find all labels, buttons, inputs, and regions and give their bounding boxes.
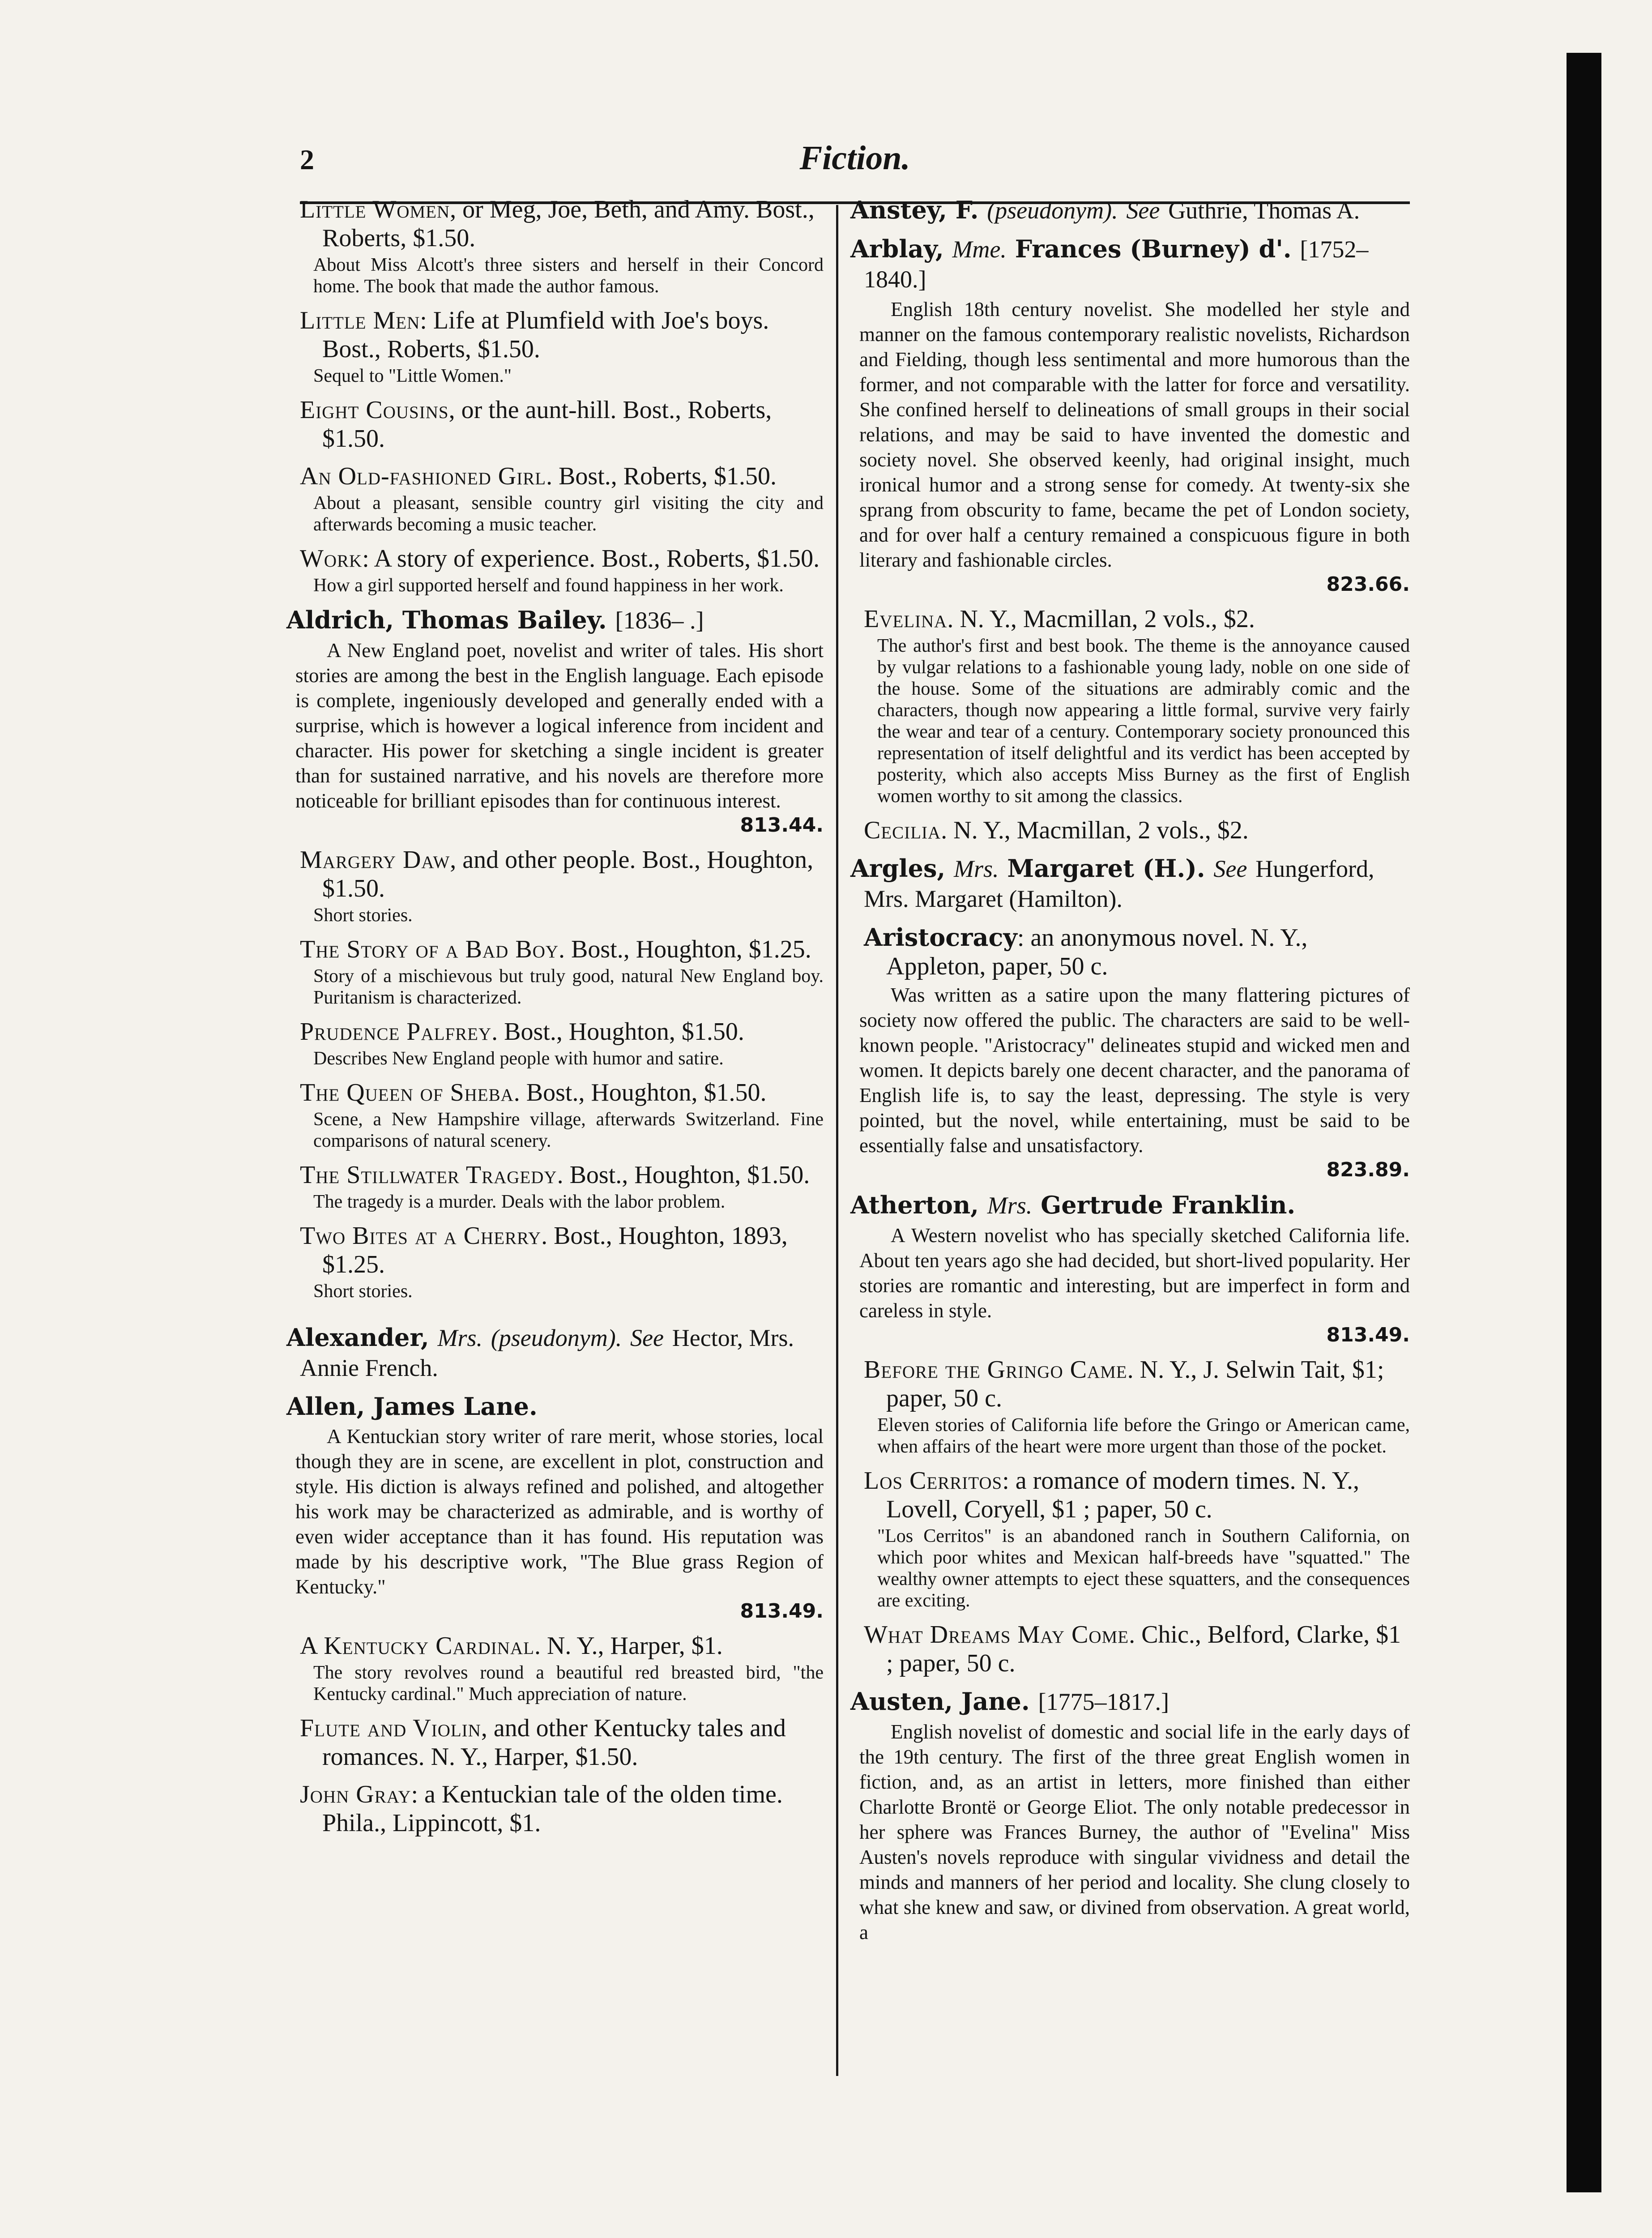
text-run: Work bbox=[300, 545, 363, 572]
text-run: : an anonymous novel. N. Y., Appleton, paper, 50 c. bbox=[886, 924, 1308, 980]
book-title bbox=[286, 544, 824, 573]
book-title bbox=[850, 1620, 1410, 1678]
text-run: , and other people. Bost., Houghton, $1.50. bbox=[322, 846, 814, 902]
text-run: A Kentucky Cardinal bbox=[300, 1632, 534, 1660]
annotation: "Los Cerritos" is an abandoned ranch in Southern California, on which poor whites and Mexican half-breeds have "squatted." The wealthy owner attempts to eject these squatters, and the consequences are exciting. bbox=[877, 1526, 1410, 1611]
author-heading bbox=[850, 1687, 1410, 1717]
author-entry-aldrich bbox=[286, 605, 824, 837]
annotation: How a girl supported herself and found happiness in her work. bbox=[313, 575, 784, 596]
annotation: Was written as a satire upon the many flattering pictures of society now offered the public. The characters are said to be well-known people. "Aristocracy" delineates stupid and wicked men and women. It depicts barely one decent character, and the panorama of English life is, to say the least, depressing. The style is very pointed, but the novel, while entertaining, must be said to be essentially false and unsatisfactory. bbox=[859, 984, 1410, 1157]
text-run: Atherton, bbox=[850, 1191, 979, 1219]
right-column bbox=[850, 184, 1410, 1954]
author-bio: English 18th century novelist. She modelled her style and manner on the famous contemporary realistic novelists, Richardson and Fielding, though less sentimental and more humorous than the former, and not comparable with the latter for force and versatility. She confined herself to delineations of small groups in their social relations, and may be said to have invented the domestic and society novel. She observed keenly, had original insight, much ironical humor and a strong sense for comedy. At twenty-six she sprang from obscurity to fame, became the pet of London society, and for over half a century remained a conspicuous figure in both literary and fashionable circles. bbox=[859, 298, 1410, 571]
title-entry bbox=[850, 1466, 1410, 1611]
text-run: . Bost., Houghton, $1.50. bbox=[491, 1018, 744, 1046]
book-title bbox=[286, 1161, 824, 1189]
text-run: Alexander, bbox=[286, 1323, 429, 1352]
book-title bbox=[286, 1222, 824, 1279]
text-run: Mrs. bbox=[987, 1192, 1033, 1219]
text-run: Gertrude Franklin. bbox=[1041, 1191, 1296, 1219]
author-entry-atherton bbox=[850, 1190, 1410, 1346]
book-title bbox=[286, 1714, 824, 1771]
column-divider bbox=[836, 205, 838, 2076]
text-run: The Story of a Bad Boy bbox=[300, 935, 559, 963]
annotation: The author's first and best book. The theme is the annoyance caused by vulgar relations to a fashionable young lady, noble on one side of the house. Some of the situations are admirably comic and the characters, though now appearing a little formal, survive very fairly the wear and tear of a century. Contemporary society pronounced this representation of itself delightful and its verdict has been accepted by posterity, which also accepts Miss Burney as the first of English women worthy to sit among the classics. bbox=[877, 636, 1410, 807]
title-entry bbox=[850, 1620, 1410, 1678]
running-head: Fiction. bbox=[799, 139, 910, 177]
book-title bbox=[286, 306, 824, 363]
title-entry bbox=[286, 1017, 824, 1069]
author-bio: A Kentuckian story writer of rare merit, whose stories, local though they are in scene, are excellent in plot, construction and style. His diction is always refined and polished, and altogether his work may be characterized as admirable, and is worthy of even wider acceptance than it has found. His reputation was made by his descriptive work, "The Blue grass Region of Kentucky." bbox=[295, 1425, 824, 1598]
author-entry-arblay bbox=[850, 234, 1410, 596]
text-run: The Queen of Sheba bbox=[300, 1079, 514, 1106]
book-title bbox=[286, 1078, 824, 1107]
annotation: Sequel to "Little Women." bbox=[313, 366, 512, 386]
author-bio: A New England poet, novelist and writer of tales. His short stories are among the best in the English language. Each episode is complete, ingeniously developed and generally ended with a surprise, which is however a logical inference from incident and character. His power for sketching a single incident is greater than for sustained narrative, and his novels are therefore more noticeable for brilliant episodes than for continuous interest. bbox=[295, 639, 824, 812]
text-run: Guthrie, Thomas A. bbox=[1168, 197, 1360, 224]
annotation: The story revolves round a beautiful red breasted bird, "the Kentucky cardinal." Much appreciation of nature. bbox=[313, 1662, 824, 1704]
text-run: . N. Y., Harper, $1. bbox=[534, 1632, 723, 1660]
title-entry bbox=[286, 935, 824, 1008]
text-run: Flute and Violin bbox=[300, 1714, 481, 1742]
title-entry-aristocracy bbox=[850, 923, 1410, 1181]
text-run: Aldrich, Thomas Bailey. bbox=[286, 606, 607, 634]
annotation: Describes New England people with humor and satire. bbox=[313, 1048, 724, 1069]
text-run: Allen, James Lane. bbox=[286, 1392, 538, 1421]
title-entry bbox=[286, 1714, 824, 1771]
text-run: : a romance of modern times. N. Y., Lovell, Coryell, $1 ; paper, 50 c. bbox=[886, 1467, 1360, 1523]
title-entry bbox=[286, 306, 824, 387]
text-run: . N. Y., Macmillan, 2 vols., $2. bbox=[941, 816, 1249, 844]
book-title bbox=[850, 923, 1410, 981]
book-title bbox=[850, 1466, 1410, 1524]
text-run: Little Men bbox=[300, 307, 420, 334]
annotation: Short stories. bbox=[313, 905, 413, 926]
text-run: Eight Cousins bbox=[300, 396, 449, 424]
text-run: Before the Gringo Came bbox=[864, 1356, 1127, 1384]
text-run: [1752–1840.] bbox=[864, 236, 1369, 293]
title-entry bbox=[286, 195, 824, 297]
annotation: Short stories. bbox=[313, 1281, 413, 1302]
author-heading bbox=[850, 1190, 1410, 1220]
book-title bbox=[286, 1780, 824, 1837]
text-run: . N. Y., J. Selwin Tait, $1; paper, 50 c. bbox=[886, 1356, 1384, 1412]
text-run: Little Women bbox=[300, 196, 450, 223]
title-entry bbox=[286, 846, 824, 926]
text-run: Hungerford, Mrs. Margaret (Hamilton). bbox=[864, 855, 1375, 912]
book-title bbox=[850, 605, 1410, 633]
text-run: Cecilia bbox=[864, 816, 941, 844]
text-run: . Chic., Belford, Clarke, $1 ; paper, 50 c. bbox=[886, 1621, 1401, 1677]
text-run: What Dreams May Come bbox=[864, 1621, 1129, 1649]
text-run: Margaret (H.). bbox=[1007, 854, 1205, 883]
author-heading bbox=[850, 195, 1410, 225]
book-title bbox=[850, 816, 1410, 845]
annotation: Eleven stories of California life before the Gringo or American came, when affairs of the heart were more urgent than those of the pocket. bbox=[877, 1415, 1410, 1457]
class-number: 813.49. bbox=[1326, 1324, 1410, 1346]
text-run: John Gray bbox=[300, 1781, 411, 1808]
text-run: . Bost., Houghton, 1893, $1.25. bbox=[322, 1222, 788, 1278]
book-title bbox=[286, 195, 824, 252]
title-entry bbox=[286, 1780, 824, 1837]
text-run: The Stillwater Tragedy bbox=[300, 1161, 557, 1189]
text-run: Mrs. bbox=[437, 1324, 482, 1351]
text-run: Frances (Burney) d'. bbox=[1015, 235, 1292, 263]
annotation: About Miss Alcott's three sisters and herself in their Concord home. The book that made the author famous. bbox=[313, 255, 824, 297]
author-heading bbox=[850, 854, 1410, 914]
title-entry bbox=[286, 462, 824, 535]
book-title bbox=[286, 396, 824, 453]
text-run: See bbox=[1213, 855, 1247, 882]
text-run: Los Cerritos bbox=[864, 1467, 1003, 1495]
text-run: Mrs. bbox=[954, 855, 999, 882]
left-column bbox=[286, 184, 824, 1846]
title-entry bbox=[286, 1222, 824, 1302]
text-run: : A story of experience. Bost., Roberts, $1.50. bbox=[362, 545, 820, 572]
page-number: 2 bbox=[300, 144, 314, 175]
text-run: Evelina bbox=[864, 605, 948, 633]
text-run: : a Kentuckian tale of the olden time. Phila., Lippincott, $1. bbox=[322, 1781, 783, 1837]
text-run: . Bost., Roberts, $1.50. bbox=[546, 462, 777, 490]
book-title bbox=[286, 935, 824, 964]
annotation: The tragedy is a murder. Deals with the labor problem. bbox=[313, 1192, 726, 1212]
text-run: Arblay, bbox=[850, 235, 944, 263]
text-run: Hector, Mrs. Annie French. bbox=[300, 1324, 794, 1381]
title-entry bbox=[286, 1161, 824, 1213]
text-run: : Life at Plumfield with Joe's boys. Bost., Roberts, $1.50. bbox=[322, 307, 769, 363]
author-heading bbox=[286, 605, 824, 635]
text-run: . N. Y., Macmillan, 2 vols., $2. bbox=[947, 605, 1255, 633]
author-entry-argles bbox=[850, 854, 1410, 914]
text-run: [1836– .] bbox=[615, 607, 704, 634]
text-run: Mme. bbox=[952, 236, 1007, 263]
title-entry bbox=[286, 1632, 824, 1705]
text-run: , or the aunt-hill. Bost., Roberts, $1.50. bbox=[322, 396, 772, 453]
author-entry-alexander bbox=[286, 1323, 824, 1383]
text-run: , and other Kentucky tales and romances. N. Y., Harper, $1.50. bbox=[322, 1714, 786, 1771]
author-bio: English novelist of domestic and social life in the early days of the 19th century. The first of the three great English women in fiction, and, as an artist in letters, more finished than either Charlotte Brontë or George Eliot. The only notable predecessor in her sphere was Frances Burney, the author of "Evelina" Miss Austen's novels reproduce with singular vividness and detail the minds and manners of her period and locality. She clung closely to what she knew and saw, or divined from observation. A great world, a bbox=[859, 1721, 1410, 1943]
text-run: See bbox=[1126, 197, 1160, 224]
author-entry-austen bbox=[850, 1687, 1410, 1945]
book-title bbox=[286, 846, 824, 903]
text-run: Two Bites at a Cherry bbox=[300, 1222, 542, 1250]
author-heading bbox=[286, 1392, 824, 1421]
text-run: . Bost., Houghton, $1.50. bbox=[513, 1079, 767, 1106]
title-entry bbox=[286, 1078, 824, 1152]
text-run: Argles, bbox=[850, 854, 946, 883]
title-entry bbox=[286, 396, 824, 453]
author-entry-allen bbox=[286, 1392, 824, 1623]
book-title bbox=[850, 1355, 1410, 1413]
class-number: 813.44. bbox=[740, 814, 824, 837]
annotation: Story of a mischievous but truly good, natural New England boy. Puritanism is characterized. bbox=[313, 966, 824, 1008]
text-run: Austen, Jane. bbox=[850, 1687, 1030, 1716]
author-bio: A Western novelist who has specially sketched California life. About ten years ago she had decided, but short-lived popularity. Her stories are romantic and interesting, but are imperfect in form and careless in style. bbox=[859, 1224, 1410, 1322]
text-run: , or Meg, Joe, Beth, and Amy. Bost., Roberts, $1.50. bbox=[322, 196, 815, 252]
text-run: (pseudonym). bbox=[987, 197, 1118, 224]
text-run: Anstey, F. bbox=[850, 196, 979, 224]
author-entry-anstey bbox=[850, 195, 1410, 225]
text-run: Prudence Palfrey bbox=[300, 1018, 492, 1046]
text-run: See bbox=[630, 1324, 664, 1351]
text-run: . Bost., Houghton, $1.50. bbox=[557, 1161, 810, 1189]
title-entry bbox=[286, 544, 824, 596]
book-title bbox=[286, 1017, 824, 1046]
book-spine-edge bbox=[1567, 53, 1601, 2192]
annotation: Scene, a New Hampshire village, afterwards Switzerland. Fine comparisons of natural scenery. bbox=[313, 1109, 824, 1151]
title-entry bbox=[850, 605, 1410, 807]
text-run: An Old-fashioned Girl bbox=[300, 462, 546, 490]
text-run: . Bost., Houghton, $1.25. bbox=[559, 935, 811, 963]
title-entry bbox=[850, 1355, 1410, 1457]
annotation: About a pleasant, sensible country girl visiting the city and afterwards becoming a music teacher. bbox=[313, 493, 824, 535]
text-run: [1775–1817.] bbox=[1038, 1688, 1169, 1715]
title-entry bbox=[850, 816, 1410, 845]
class-number: 823.66. bbox=[1326, 573, 1410, 596]
text-run: Margery Daw bbox=[300, 846, 450, 874]
author-heading bbox=[286, 1323, 824, 1383]
book-title bbox=[286, 462, 824, 491]
text-run: Aristocracy bbox=[864, 923, 1017, 952]
text-run: (pseudonym). bbox=[491, 1324, 622, 1351]
class-number: 823.89. bbox=[1326, 1158, 1410, 1181]
book-title bbox=[286, 1632, 824, 1660]
author-heading bbox=[850, 234, 1410, 294]
class-number: 813.49. bbox=[740, 1600, 824, 1623]
